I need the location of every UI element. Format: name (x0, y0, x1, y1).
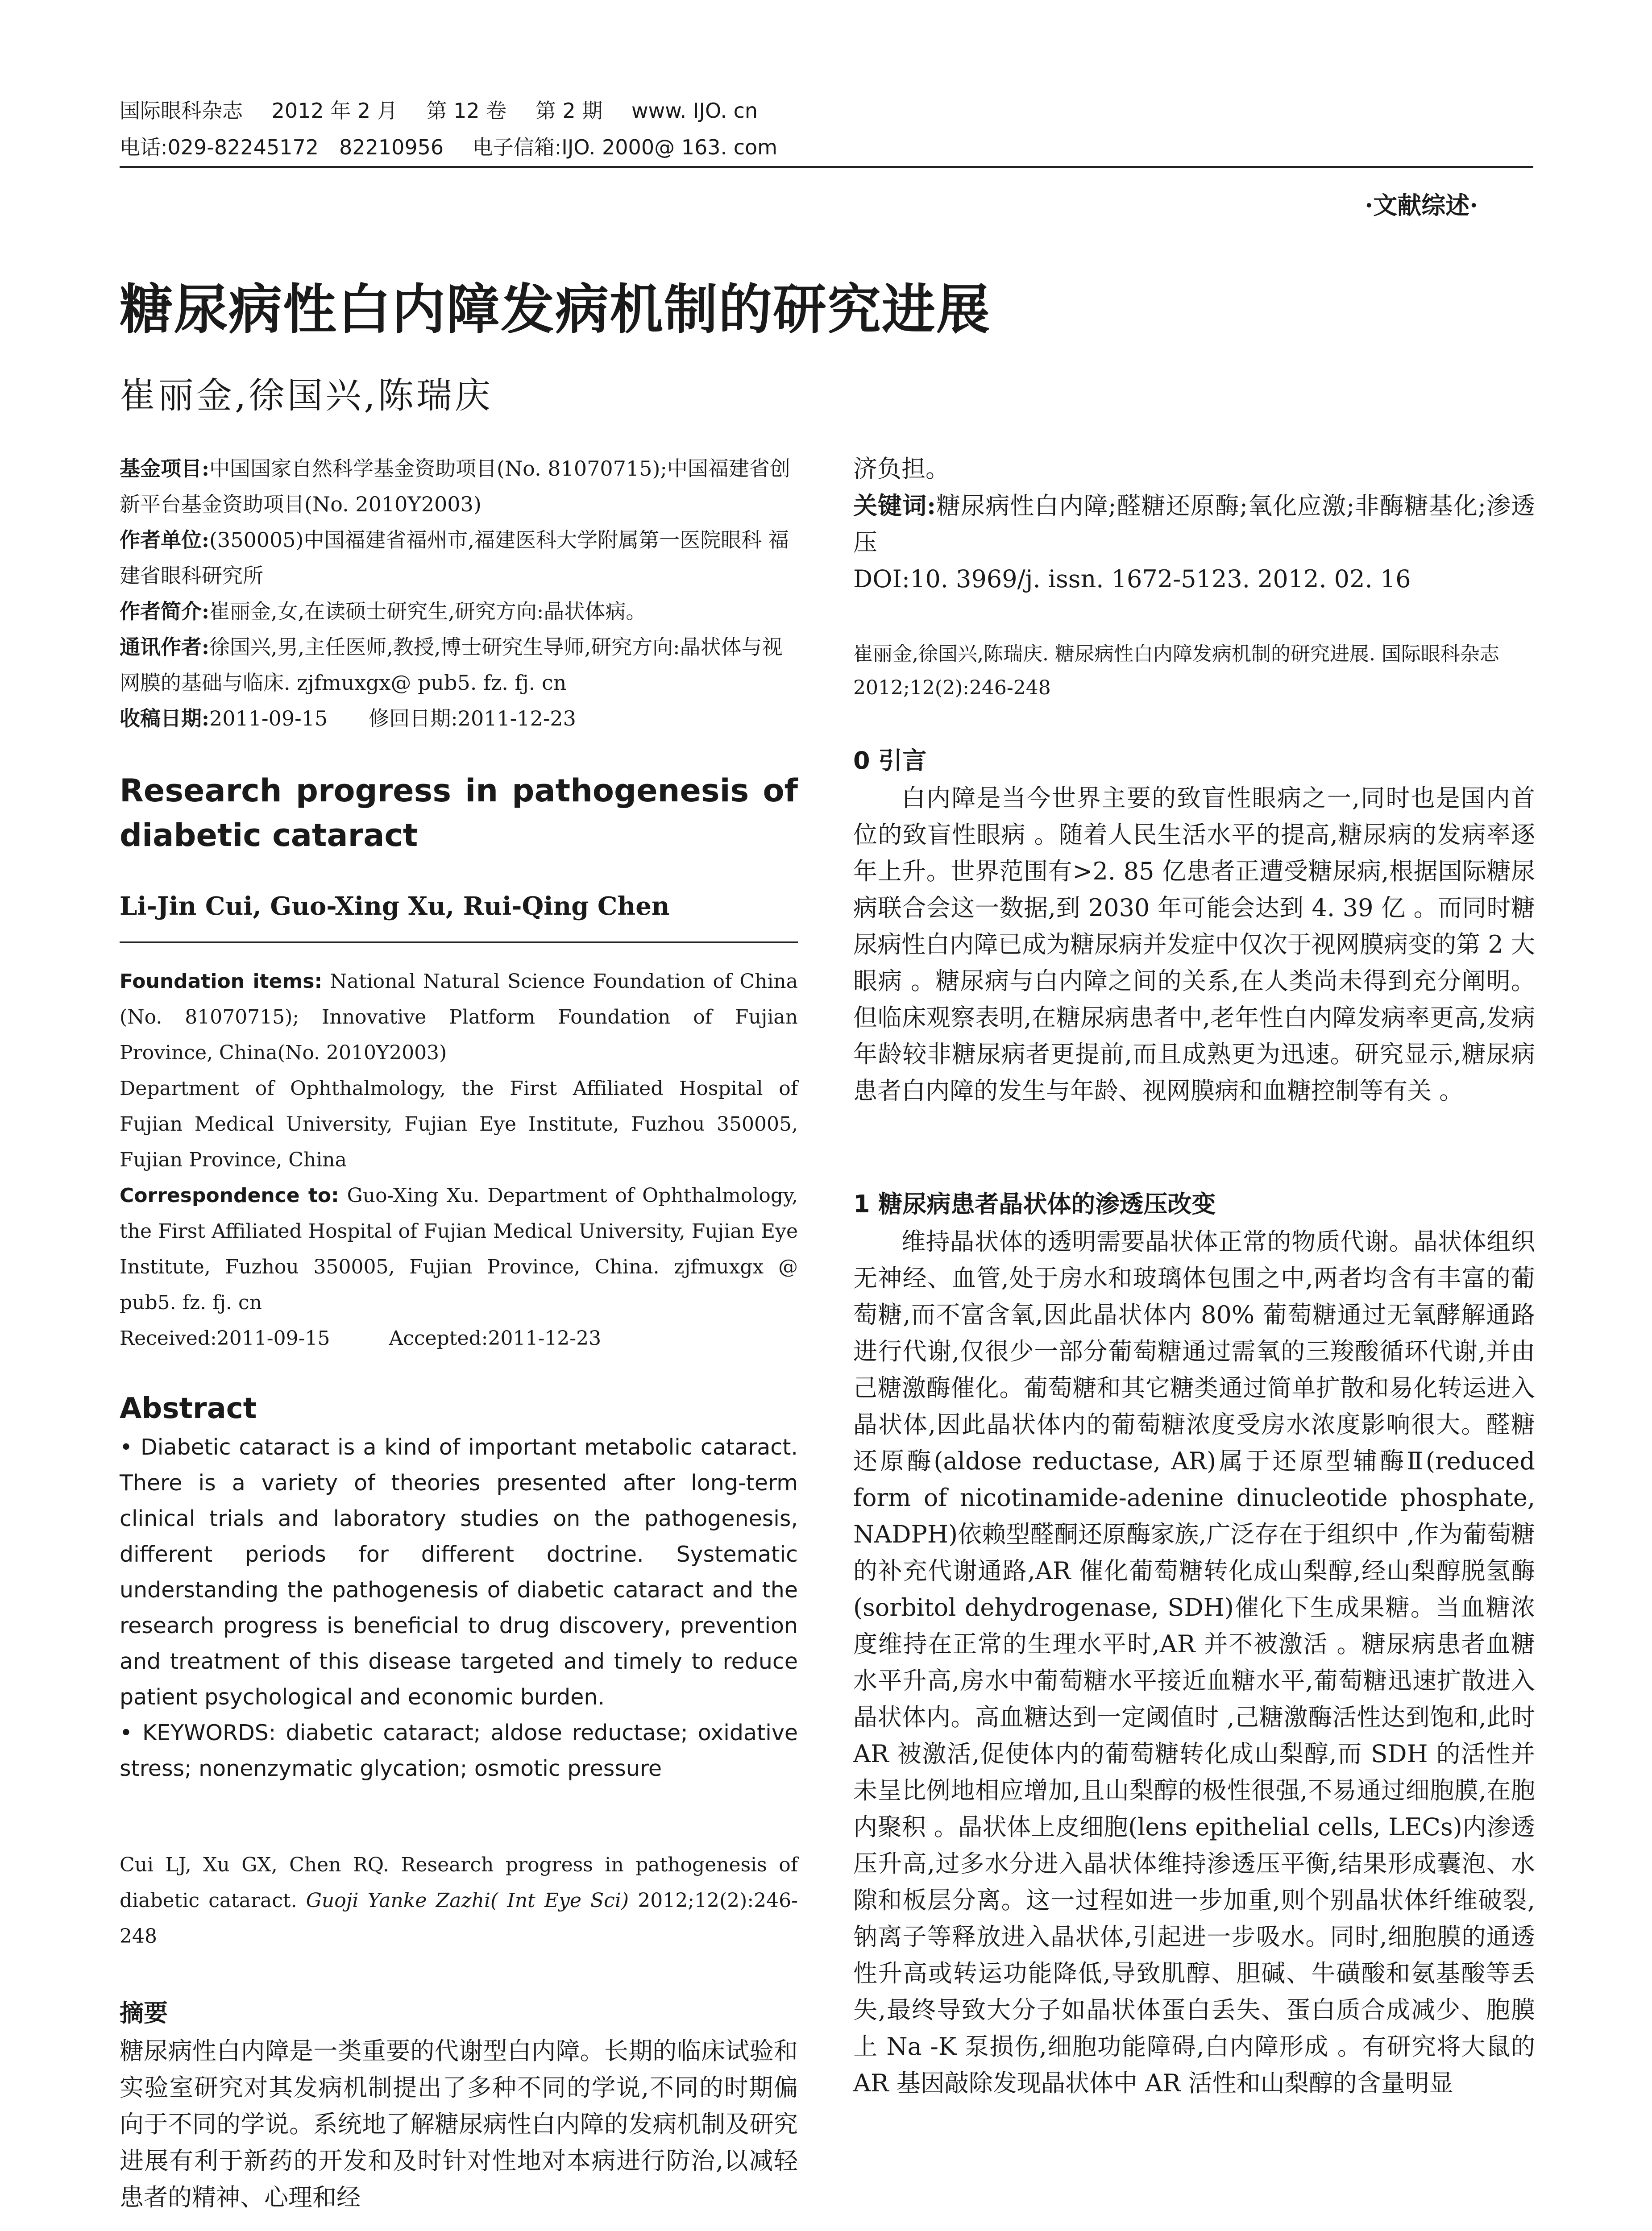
meta-author-bio: 作者简介:崔丽金,女,在读硕士研究生,研究方向:晶状体病。 (120, 599, 647, 623)
meta-corresponding: 通讯作者:徐国兴,男,主任医师,教授,博士研究生导师,研究方向:晶状体与视网膜的基础与临床. zjfmuxgx@ pub5. fz. fj. cn (120, 635, 783, 695)
chinese-abstract: 糖尿病性白内障是一类重要的代谢型白内障。长期的临床试验和实验室研究对其发病机制提出了多种不同的学说,不同的时期偏向于不同的学说。系统地了解糖尿病性白内障的发病机制及研究进展有利于新药的开发和及时针对性地对本病进行防治,以减轻患者的精神、心理和经 (120, 2037, 798, 2211)
english-rule (120, 941, 798, 943)
article-title: 糖尿病性白内障发病机制的研究进展 (120, 279, 991, 341)
english-abstract (120, 1430, 798, 1787)
en-department: Department of Ophthalmology, the First Affiliated Hospital of Fujian Medical University, Fujian Eye Institute, Fuzhou 350005, Fujian Province, China (120, 1077, 798, 1171)
english-citation: Cui LJ, Xu GX, Chen RQ. Research progress in pathogenesis of diabetic cataract. Guoji Yanke Zazhi( Int Eye Sci) 2012;12(2):246-248 (120, 1854, 798, 1948)
journal-name: 国际眼科杂志 (120, 99, 243, 123)
english-title: Research progress in pathogenesis of diabetic cataract (120, 772, 798, 854)
en-foundation: Foundation items: National Natural Science Foundation of China (No. 81070715); Innovative Platform Foundation of Fujian Province, China(No. 2010Y2003) (120, 970, 798, 1064)
journal-date: 2012 年 2 月 (271, 99, 398, 123)
header-rule (120, 166, 1533, 168)
section-1-body: 维持晶状体的透明需要晶状体正常的物质代谢。晶状体组织无神经、血管,处于房水和玻璃体包围之中,两者均含有丰富的葡萄糖,而不富含氧,因此晶状体内 80% 葡萄糖通过无氧酵解通路进行代谢,仅很少一部分葡萄糖通过需氧的三羧酸循环代谢,并由己糖激酶催化。葡萄糖和其它糖类通过简单扩散和易化转运进入晶状体,因此晶状体内的葡萄糖浓度受房水浓度影响很大。醛糖还原酶(aldose reductase, AR)属于还原型辅酶Ⅱ(reduced form of nicotinamide-adenine dinucleotide phosphate, NADPH)依赖型醛酮还原酶家族,广泛存在于组织中 ,作为葡萄糖的补充代谢通路,AR 催化葡萄糖转化成山梨醇,经山梨醇脱氢酶(sorbitol dehydrogenase, SDH)催化下生成果糖。当血糖浓度维持在正常的生理水平时,AR 并不被激活 。糖尿病患者血糖水平升高,房水中葡萄糖水平接近血糖水平,葡萄糖迅速扩散进入晶状体内。高血糖达到一定阈值时 ,己糖激酶活性达到饱和,此时 AR 被激活,促使体内的葡萄糖转化成山梨醇,而 SDH 的活性并未呈比例地相应增加,且山梨醇的极性很强,不易通过细胞膜,在胞内聚积 。晶状体上皮细胞(lens epithelial cells, LECs)内渗透压升高,过多水分进入晶状体维持渗透压平衡,结果形成囊泡、水隙和板层分离。这一过程如进一步加重,则个别晶状体纤维破裂,钠离子等释放进入晶状体,引起进一步吸水。同时,细胞膜的通透性升高或转运功能降低,导致肌醇、胆碱、牛磺酸和氨基酸等丢失,最终导致大分子如晶状体蛋白丢失、蛋白质合成减少、胞膜上 Na -K 泵损伤,细胞功能障碍,白内障形成 。有研究将大鼠的AR 基因敲除发现晶状体中 AR 活性和山梨醇的含量明显 (853, 1227, 1535, 2097)
section-tag: ·文献综述· (1365, 191, 1478, 220)
en-correspondence: Correspondence to: Guo-Xing Xu. Department of Ophthalmology, the First Affiliated Hospital of Fujian Medical University, Fujian Eye Institute, Fuzhou 350005, Fujian Province, China. zjfmuxgx @ pub5. fz. fj. cn (120, 1184, 798, 1314)
keywords: 关键词:糖尿病性白内障;醛糖还原酶;氧化应激;非酶糖基化;渗透压 (853, 491, 1535, 556)
meta-affiliation: 作者单位:(350005)中国福建省福州市,福建医科大学附属第一医院眼科 福建省眼科研究所 (120, 528, 789, 588)
chinese-citation: 崔丽金,徐国兴,陈瑞庆. 糖尿病性白内障发病机制的研究进展. 国际眼科杂志 2012;12(2):246-248 (853, 643, 1499, 699)
abstract-heading: Abstract (120, 1392, 257, 1425)
abstract-body: • Diabetic cataract is a kind of important metabolic cataract. There is a variety of theories presented after long-term clinical trials and laboratory studies on the pathogenesis, different periods for different doctrine. Systematic understanding the pathogenesis of diabetic cataract and the research progress is beneficial to drug discovery, prevention and treatment of this disease targeted and timely to reduce patient psychological and economic burden. (120, 1435, 798, 1710)
journal-phone: 电话:029-82245172 82210956 (120, 135, 444, 159)
english-authors: Li-Jin Cui, Guo-Xing Xu, Rui-Qing Chen (120, 892, 670, 921)
chinese-abstract-continued: 济负担。 关键词:糖尿病性白内障;醛糖还原酶;氧化应激;非酶糖基化;渗透压 DOI:10. 3969/j. issn. 1672-5123. 2012. 02. 16 (853, 451, 1535, 597)
journal-contact (120, 130, 800, 164)
article-authors: 崔丽金,徐国兴,陈瑞庆 (120, 375, 493, 416)
section-0-heading: 0 引言 (853, 746, 927, 775)
journal-email: 电子信箱:IJO. 2000@ 163. com (472, 135, 777, 159)
journal-volume: 第 12 卷 (426, 99, 507, 123)
abstract-keywords: • KEYWORDS: diabetic cataract; aldose reductase; oxidative stress; nonenzymatic glycation; osmotic pressure (120, 1720, 798, 1781)
journal-issue: 第 2 期 (535, 99, 603, 123)
section-1-heading: 1 糖尿病患者晶状体的渗透压改变 (853, 1190, 1216, 1218)
en-received: Received:2011-09-15 Accepted:2011-12-23 (120, 1327, 602, 1350)
section-0-body: 白内障是当今世界主要的致盲性眼病之一,同时也是国内首位的致盲性眼病 。随着人民生活水平的提高,糖尿病的发病率逐年上升。世界范围有>2. 85 亿患者正遭受糖尿病,根据国际糖尿病联合会这一数据,到 2030 年可能会达到 4. 39 亿 。而同时糖尿病性白内障已成为糖尿病并发症中仅次于视网膜病变的第 2 大眼病 。糖尿病与白内障之间的关系,在人类尚未得到充分阐明。但临床观察表明,在糖尿病患者中,老年性白内障发病率更高,发病年龄较非糖尿病者更提前,而且成熟更为迅速。研究显示,糖尿病患者白内障的发生与年龄、视网膜病和血糖控制等有关 。 (853, 784, 1535, 1105)
meta-dates: 收稿日期:2011-09-15 修回日期:2011-12-23 (120, 706, 576, 730)
english-metadata (120, 964, 798, 1356)
journal-header (120, 94, 780, 128)
journal-website: www. IJO. cn (631, 99, 758, 123)
chinese-abstract-heading: 摘要 (120, 1999, 168, 2027)
doi: DOI:10. 3969/j. issn. 1672-5123. 2012. 02. 16 (853, 565, 1411, 593)
chinese-metadata (120, 451, 798, 736)
meta-foundation: 基金项目:中国国家自然科学基金资助项目(No. 81070715);中国福建省创新平台基金资助项目(No. 2010Y2003) (120, 456, 790, 516)
